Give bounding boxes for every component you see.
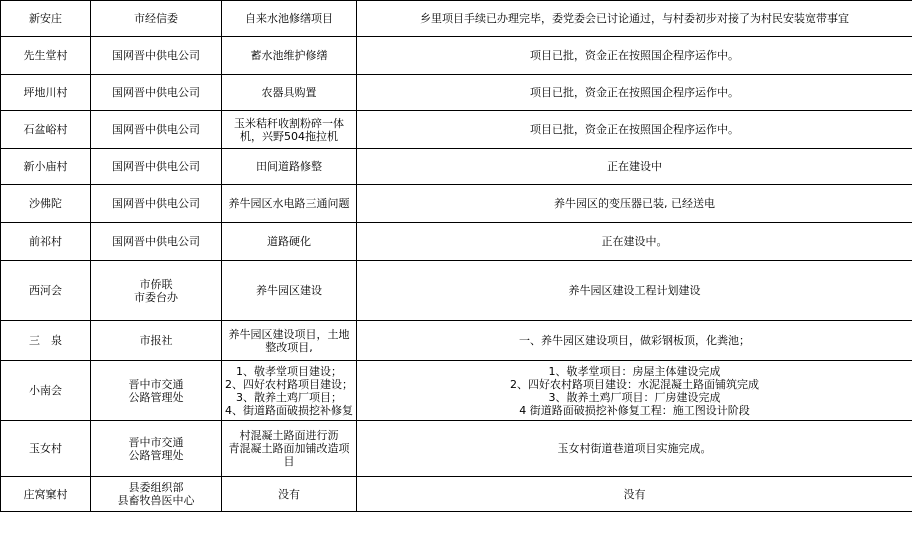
progress-cell xyxy=(357,185,912,223)
village-cell xyxy=(1,477,91,512)
table-row xyxy=(1,1,912,37)
progress-line: 2、四好农村路项目建设：水泥混凝土路面铺筑完成 xyxy=(510,377,759,391)
progress-line: 正在建设中。 xyxy=(601,235,668,248)
unit-cell xyxy=(91,149,222,185)
village-cell xyxy=(1,261,91,321)
project-line: 青混凝土路面加铺改造项 xyxy=(228,442,350,455)
progress-cell xyxy=(357,1,912,37)
table-row xyxy=(1,185,912,223)
progress-cell xyxy=(357,75,912,111)
unit-line: 公路管理处 xyxy=(128,390,184,404)
project-cell xyxy=(222,223,357,261)
unit-line: 市经信委 xyxy=(134,12,178,25)
progress-line: 项目已批，资金正在按照国企程序运作中。 xyxy=(530,49,739,62)
project-line: 蓄水池维护修缮 xyxy=(250,49,328,62)
village-name: 先生堂村 xyxy=(23,49,68,62)
village-cell xyxy=(1,421,91,477)
unit-line: 市报社 xyxy=(139,334,173,347)
unit-cell xyxy=(91,75,222,111)
unit-cell xyxy=(91,477,222,512)
project-cell xyxy=(222,361,357,421)
village-cell xyxy=(1,321,91,361)
village-name: 小南会 xyxy=(29,384,62,397)
table-row xyxy=(1,75,912,111)
village-cell xyxy=(1,361,91,421)
project-cell xyxy=(222,1,357,37)
project-line: 养牛园区建设项目，土地 xyxy=(228,327,350,341)
project-line: 2、四好农村路项目建设； xyxy=(225,377,353,391)
project-line: 自来水池修缮项目 xyxy=(245,12,333,25)
unit-line: 公路管理处 xyxy=(128,448,184,462)
project-cell xyxy=(222,185,357,223)
village-name: 新安庄 xyxy=(29,12,62,25)
village-name: 新小庙村 xyxy=(23,160,68,173)
progress-line: 4 街道路面破损挖补修复工程：施工图设计阶段 xyxy=(519,403,750,417)
project-line: 目 xyxy=(283,455,295,468)
project-line: 3、散养土鸡厂项目； xyxy=(236,390,342,404)
unit-cell xyxy=(91,185,222,223)
village-cell xyxy=(1,185,91,223)
village-name: 坪地川村 xyxy=(23,86,68,99)
unit-cell xyxy=(91,261,222,321)
project-line: 道路硬化 xyxy=(267,235,311,248)
progress-line: 养牛园区建设工程计划建设 xyxy=(568,284,701,297)
village-name: 玉女村 xyxy=(29,442,62,455)
progress-line: 项目已批，资金正在按照国企程序运作中。 xyxy=(530,86,739,99)
unit-line: 国网晋中供电公司 xyxy=(112,86,200,99)
unit-line: 市侨联 xyxy=(139,277,173,291)
village-cell xyxy=(1,223,91,261)
village-name: 前祁村 xyxy=(29,235,62,248)
project-line: 养牛园区建设 xyxy=(256,284,322,297)
unit-line: 国网晋中供电公司 xyxy=(112,49,200,62)
village-cell xyxy=(1,149,91,185)
unit-line: 晋中市交通 xyxy=(128,435,184,449)
progress-line: 玉女村街道巷道项目实施完成。 xyxy=(557,442,712,455)
project-line: 1、敬孝堂项目建设； xyxy=(236,364,342,378)
table-row xyxy=(1,361,912,421)
unit-line: 国网晋中供电公司 xyxy=(112,160,200,173)
village-name: 石盆峪村 xyxy=(23,123,68,136)
table-row xyxy=(1,37,912,75)
project-line: 养牛园区水电路三通问题 xyxy=(228,197,350,210)
unit-line: 国网晋中供电公司 xyxy=(112,197,200,210)
village-cell xyxy=(1,37,91,75)
progress-cell xyxy=(357,321,912,361)
table-row xyxy=(1,149,912,185)
project-cell xyxy=(222,421,357,477)
project-cell xyxy=(222,37,357,75)
project-line: 4、街道路面破损挖补修复 xyxy=(225,403,353,417)
project-line: 村混凝土路面进行沥 xyxy=(239,429,339,442)
project-line: 整改项目, xyxy=(265,340,313,354)
progress-cell xyxy=(357,261,912,321)
progress-cell xyxy=(357,361,912,421)
unit-cell xyxy=(91,37,222,75)
table-row xyxy=(1,421,912,477)
progress-cell xyxy=(357,149,912,185)
progress-cell xyxy=(357,477,912,512)
progress-line: 3、散养土鸡厂项目：厂房建设完成 xyxy=(548,390,721,404)
unit-cell xyxy=(91,361,222,421)
table-row xyxy=(1,223,912,261)
project-cell xyxy=(222,149,357,185)
progress-cell xyxy=(357,111,912,149)
progress-line: 1、敬孝堂项目：房屋主体建设完成 xyxy=(548,364,721,378)
village-name: 三 泉 xyxy=(29,334,62,347)
unit-line: 县委组织部 xyxy=(128,481,184,494)
project-line: 农器具购置 xyxy=(261,86,317,99)
project-cell xyxy=(222,75,357,111)
unit-line: 晋中市交通 xyxy=(128,377,184,391)
project-line: 机，兴野504拖拉机 xyxy=(240,129,338,143)
unit-cell xyxy=(91,321,222,361)
village-cell xyxy=(1,111,91,149)
progress-cell xyxy=(357,223,912,261)
project-cell xyxy=(222,477,357,512)
village-cell xyxy=(1,1,91,37)
progress-line: 一、养牛园区建设项目，做彩钢板顶，化粪池； xyxy=(519,334,750,347)
project-cell xyxy=(222,321,357,361)
village-name: 庄窝窠村 xyxy=(23,487,68,501)
unit-cell xyxy=(91,1,222,37)
unit-line: 国网晋中供电公司 xyxy=(112,235,200,248)
unit-cell xyxy=(91,111,222,149)
project-cell xyxy=(222,261,357,321)
unit-line: 国网晋中供电公司 xyxy=(112,123,200,136)
village-name: 沙佛陀 xyxy=(29,197,62,210)
project-line: 田间道路修整 xyxy=(256,160,322,173)
progress-line: 乡里项目手续已办理完毕，委党委会已讨论通过，与村委初步对接了为村民安装宽带事宜 xyxy=(420,12,849,25)
unit-line: 县畜牧兽医中心 xyxy=(117,494,195,507)
project-line: 玉米秸秆收割粉碎一体 xyxy=(234,116,344,130)
table-row xyxy=(1,261,912,321)
unit-cell xyxy=(91,223,222,261)
table-row xyxy=(1,477,912,512)
village-cell xyxy=(1,75,91,111)
unit-line: 市委台办 xyxy=(134,290,178,304)
project-cell xyxy=(222,111,357,149)
unit-cell xyxy=(91,421,222,477)
progress-cell xyxy=(357,37,912,75)
progress-line: 没有 xyxy=(623,487,646,501)
progress-cell xyxy=(357,421,912,477)
progress-line: 养牛园区的变压器已装, 已经送电 xyxy=(554,197,715,210)
progress-line: 项目已批，资金正在按照国企程序运作中。 xyxy=(530,123,739,136)
project-line: 没有 xyxy=(278,487,300,501)
table-row xyxy=(1,111,912,149)
village-name: 西河会 xyxy=(29,284,62,297)
table-row xyxy=(1,321,912,361)
progress-line: 正在建设中 xyxy=(607,160,662,173)
